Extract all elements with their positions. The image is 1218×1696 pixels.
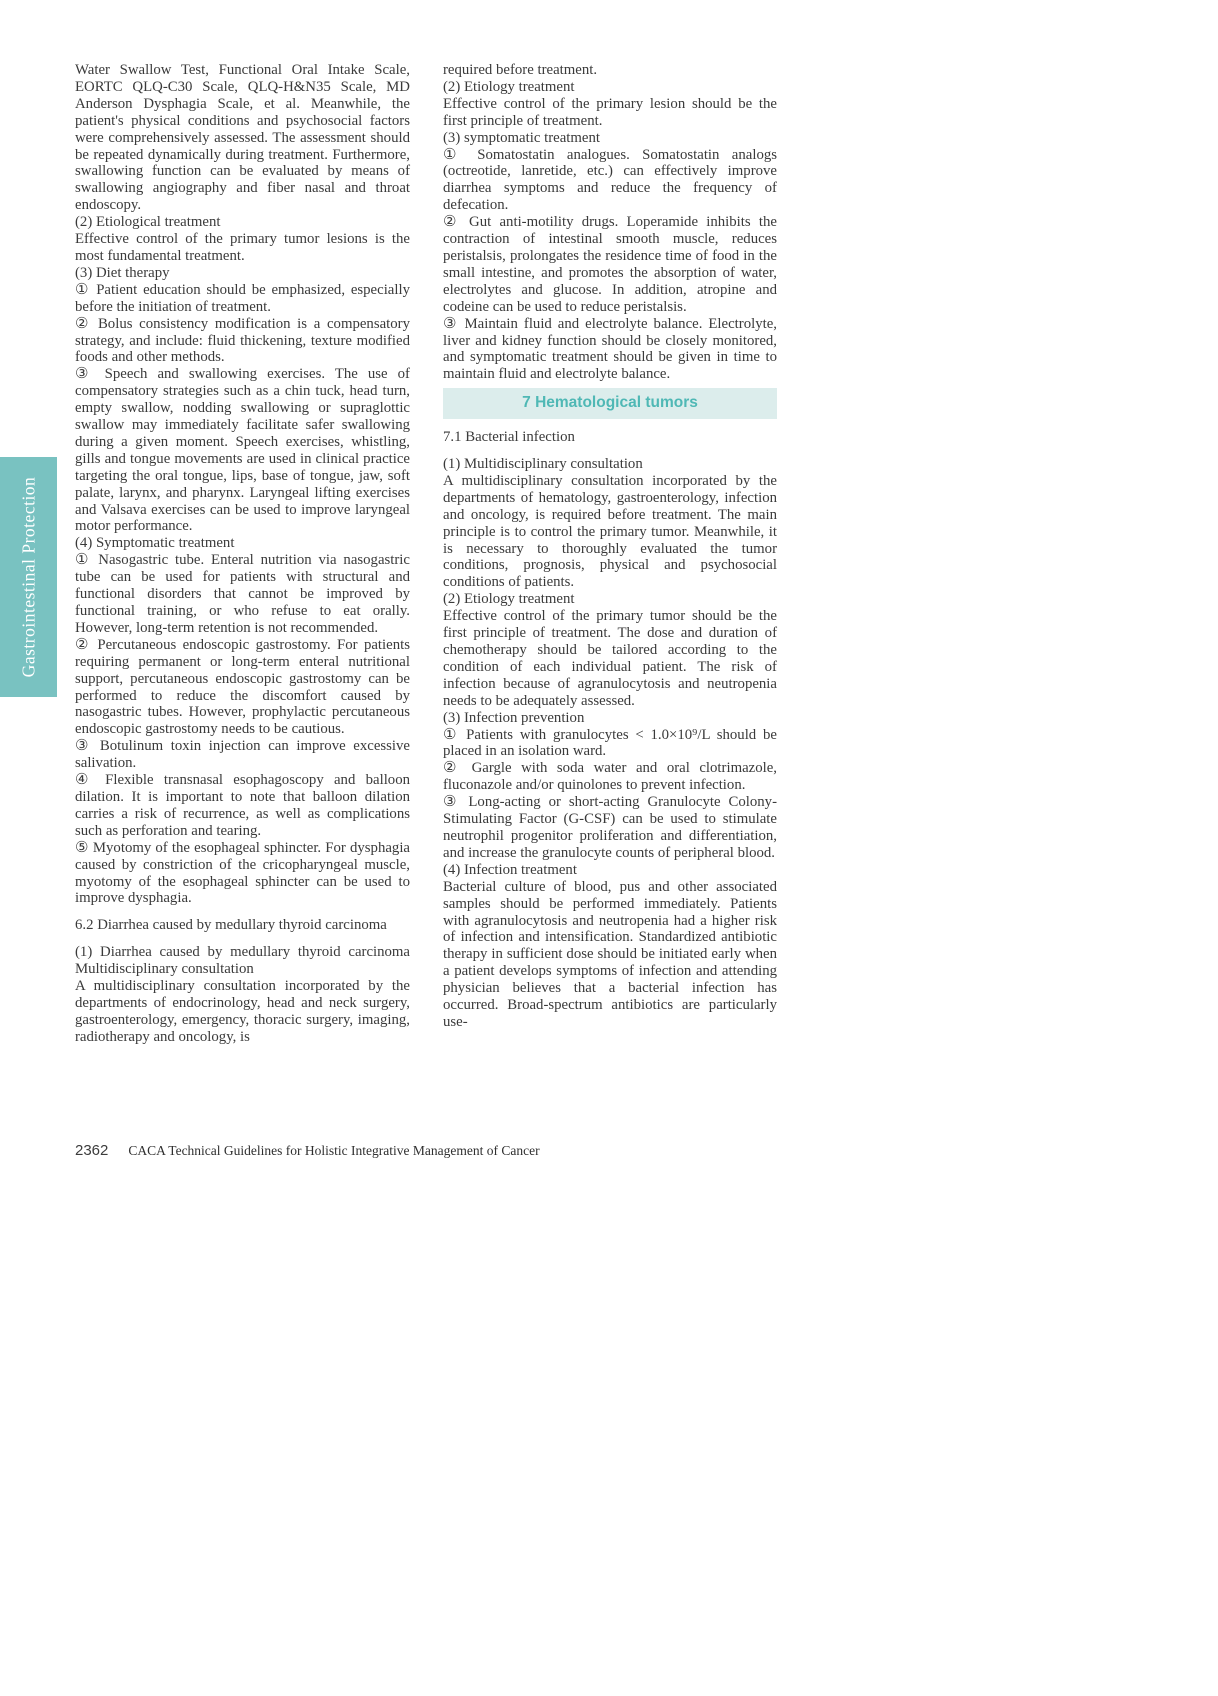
- paragraph: ③ Long-acting or short-acting Granulocyte Colony-Stimulating Factor (G-CSF) can be used to stimulate neutrophil progenitor proliferation and differentiation, and increase the granulocyte counts of peripheral blood.: [443, 794, 777, 861]
- paragraph: Water Swallow Test, Functional Oral Intake Scale, EORTC QLQ-C30 Scale, QLQ-H&N35 Scale, MD Anderson Dysphagia Scale, et al. Meanwhile, the patient's physical conditions and psychosocial factors were comprehensively assessed. The assessment should be repeated dynamically during treatment. Furthermore, swallowing function can be evaluated by means of swallowing angiography and fiber nasal and throat endoscopy.: [75, 62, 410, 214]
- paragraph: (1) Multidisciplinary consultation: [443, 456, 643, 473]
- paragraph: ① Nasogastric tube. Enteral nutrition via nasogastric tube can be used for patients with structural and functional disorders that cannot be improved by functional training, or who refuse to eat orally. However, long-term retention is not recommended.: [75, 552, 410, 636]
- page-footer: [75, 1142, 540, 1160]
- paragraph: ① Patient education should be emphasized, especially before the initiation of treatment.: [75, 281, 410, 315]
- paragraph: ① Somatostatin analogues. Somatostatin analogs (octreotide, lanretide, etc.) can effectively improve diarrhea symptoms and reduce the frequency of defecation.: [443, 146, 777, 214]
- subsection-heading: 6.2 Diarrhea caused by medullary thyroid carcinoma: [75, 917, 387, 934]
- paragraph: (1) Diarrhea caused by medullary thyroid carcinoma Multidisciplinary consultation: [75, 944, 410, 978]
- paragraph: ③ Botulinum toxin injection can improve excessive salivation.: [75, 738, 410, 772]
- page-number: 2362: [75, 1142, 109, 1159]
- paragraph: ④ Flexible transnasal esophagoscopy and balloon dilation. It is important to note that balloon dilation carries a risk of recurrence, as well as complications such as perforation and tearing.: [75, 772, 410, 839]
- paragraph: (4) Infection treatment: [443, 861, 577, 878]
- paragraph: (2) Etiological treatment: [75, 214, 221, 231]
- paragraph: required before treatment.: [443, 62, 598, 78]
- paragraph: A multidisciplinary consultation incorporated by the departments of hematology, gastroenterology, infection and oncology, is required before treatment. The main principle is to control the primary tumor. Meanwhile, it is necessary to thoroughly evaluated the tumor conditions, prognosis, physical and psychosocial conditions of patients.: [443, 472, 777, 591]
- section-header-band: 7 Hematological tumors: [443, 388, 777, 419]
- footer-journal-title: CACA Technical Guidelines for Holistic Integrative Management of Cancer: [128, 1143, 540, 1158]
- right-text-column: [443, 62, 777, 1031]
- left-text-column: [75, 62, 410, 1046]
- chapter-edge-tab: [0, 457, 57, 697]
- paragraph: ③ Maintain fluid and electrolyte balance. Electrolyte, liver and kidney function should be closely monitored, and symptomatic treatment should be given in time to maintain fluid and electrolyte balance.: [443, 315, 777, 383]
- paragraph: Effective control of the primary lesion should be the first principle of treatment.: [443, 95, 777, 129]
- paragraph: ⑤ Myotomy of the esophageal sphincter. For dysphagia caused by constriction of the cricopharyngeal muscle, myotomy of the esophageal sphincter can be used to improve dysphagia.: [75, 839, 410, 907]
- chapter-edge-tab-label: Gastrointestinal Protection: [18, 476, 38, 678]
- paragraph: ③ Speech and swallowing exercises. The use of compensatory strategies such as a chin tuck, head turn, empty swallow, nodding swallowing or supraglottic swallow may immediately facilitate safer swallowing during a given moment. Speech exercises, whistling, gills and tongue movements are used in clinical practice targeting the oral tongue, lips, base of tongue, jaw, soft palate, larynx, and pharynx. Laryngeal lifting exercises and Valsava exercises can be used to improve laryngeal motor performance.: [75, 366, 410, 535]
- paragraph: ② Percutaneous endoscopic gastrostomy. For patients requiring permanent or long-term enteral nutritional support, percutaneous endoscopic gastrostomy can be performed to reduce the discomfort caused by nasogastric tubes. However, prophylactic percutaneous endoscopic gastrostomy needs to be cautious.: [75, 636, 410, 738]
- paragraph: (4) Symptomatic treatment: [75, 535, 235, 552]
- paragraph: Effective control of the primary tumor lesions is the most fundamental treatment.: [75, 231, 410, 264]
- paragraph: (3) symptomatic treatment: [443, 129, 600, 146]
- paragraph: (2) Etiology treatment: [443, 591, 575, 608]
- paragraph: A multidisciplinary consultation incorporated by the departments of endocrinology, head and neck surgery, gastroenterology, emergency, thoracic surgery, imaging, radiotherapy and oncology, is: [75, 978, 410, 1045]
- paragraph: ② Gut anti-motility drugs. Loperamide inhibits the contraction of intestinal smooth muscle, reduces peristalsis, prolongates the residence time of food in the small intestine, and promotes the absorption of water, electrolytes and glucose. In addition, atropine and codeine can be used to reduce peristalsis.: [443, 214, 777, 315]
- subsection-heading: 7.1 Bacterial infection: [443, 429, 575, 446]
- paragraph: (2) Etiology treatment: [443, 78, 575, 95]
- paragraph: (3) Infection prevention: [443, 709, 585, 726]
- paragraph: Effective control of the primary tumor should be the first principle of treatment. The dose and duration of chemotherapy should be tailored according to the condition of each individual patient. The risk of infection because of agranulocytosis and neutropenia needs to be adequately assessed.: [443, 608, 777, 709]
- paragraph: ② Bolus consistency modification is a compensatory strategy, and include: fluid thickening, texture modified foods and other methods.: [75, 315, 410, 366]
- paragraph: ① Patients with granulocytes < 1.0×10⁹/L should be placed in an isolation ward.: [443, 726, 777, 760]
- paragraph: ② Gargle with soda water and oral clotrimazole, fluconazole and/or quinolones to prevent infection.: [443, 760, 777, 794]
- paragraph: (3) Diet therapy: [75, 264, 170, 281]
- paragraph: Bacterial culture of blood, pus and other associated samples should be performed immediately. Patients with agranulocytosis and neutropenia had a higher risk of infection and intensification. Standardized antibiotic therapy in sufficient dose should be initiated early when a patient develops symptoms of infection and attending physician believes that a bacterial infection has occurred. Broad-spectrum antibiotics are particularly use-: [443, 878, 777, 1030]
